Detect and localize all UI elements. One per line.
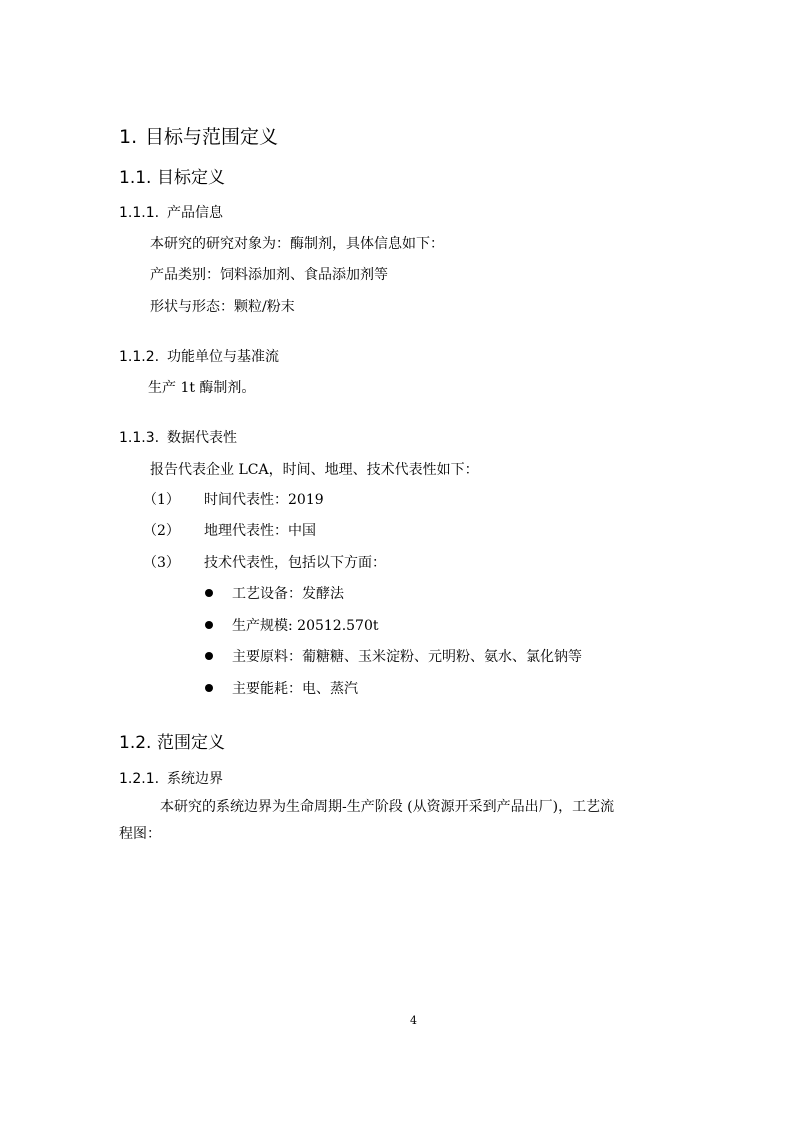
paragraph-product-shape: 形状与形态：颗粒/粉末: [150, 299, 295, 315]
heading-number: 1.1.2.: [119, 349, 160, 365]
paragraph-data-representativeness-intro: 报告代表企业 LCA，时间、地理、技术代表性如下：: [150, 462, 479, 478]
heading-title: 产品信息: [167, 205, 223, 221]
bullet-item-text: 主要能耗：电、蒸汽: [232, 681, 358, 697]
heading-section-1-1-1: [119, 203, 223, 223]
heading-section-1: [119, 125, 278, 149]
bullet-item-text: 生产规模: 20512.570t: [232, 618, 379, 634]
heading-section-1-1-2: [119, 347, 279, 367]
paragraph-functional-unit: 生产 1t 酶制剂。: [148, 380, 256, 396]
paragraph-product-category: 产品类别：饲料添加剂、食品添加剂等: [150, 267, 388, 283]
list-item-marker: （1）: [143, 492, 180, 508]
bullet-item-text: 工艺设备：发酵法: [232, 586, 344, 602]
list-item-text: 时间代表性：2019: [204, 492, 324, 508]
page-number: 4: [410, 1014, 417, 1027]
heading-title: 范围定义: [157, 733, 225, 753]
heading-title: 功能单位与基准流: [167, 349, 279, 365]
bullet-dot-icon: [205, 589, 213, 597]
paragraph-research-object: 本研究的研究对象为：酶制剂，具体信息如下：: [150, 236, 444, 252]
bullet-item-text: 主要原料：葡糖糖、玉米淀粉、元明粉、氨水、氯化钠等: [232, 649, 582, 665]
list-item-text: 技术代表性，包括以下方面：: [204, 555, 386, 571]
heading-section-1-2-1: [119, 769, 223, 789]
heading-number: 1.1.1.: [119, 205, 160, 221]
bullet-dot-icon: [205, 684, 213, 692]
heading-section-1-1-3: [119, 428, 237, 448]
heading-number: 1.2.: [119, 733, 152, 753]
paragraph-system-boundary: 本研究的系统边界为生命周期-生产阶段 (从资源开采到产品出厂)，工艺流: [160, 799, 615, 815]
bullet-dot-icon: [205, 621, 213, 629]
heading-title: 目标与范围定义: [145, 126, 279, 148]
paragraph-system-boundary-continued: 程图：: [119, 826, 161, 842]
list-item-marker: （3）: [143, 555, 180, 571]
heading-section-1-2: [119, 732, 225, 754]
heading-section-1-1: [119, 167, 225, 189]
heading-number: 1.1.: [119, 168, 152, 188]
heading-title: 目标定义: [157, 168, 225, 188]
heading-title: 系统边界: [167, 771, 223, 787]
list-item-marker: （2）: [143, 523, 180, 539]
heading-title: 数据代表性: [167, 430, 237, 446]
bullet-dot-icon: [205, 652, 213, 660]
heading-number: 1.2.1.: [119, 771, 160, 787]
heading-number: 1.1.3.: [119, 430, 160, 446]
list-item-text: 地理代表性：中国: [204, 523, 316, 539]
heading-number: 1.: [119, 126, 138, 148]
